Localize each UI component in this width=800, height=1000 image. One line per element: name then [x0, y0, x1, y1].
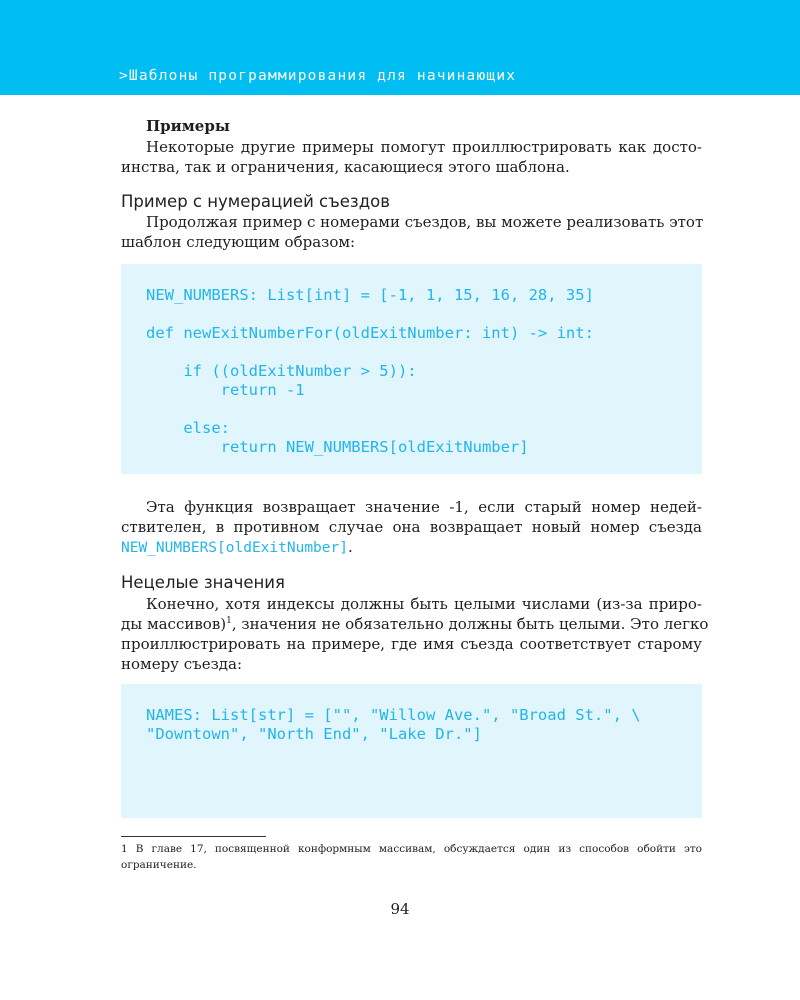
footnote-line: 1 В главе 17, посвященной конформным массивам, обсуждается один из способов обойти это [121, 843, 702, 855]
examples-heading: Примеры [146, 117, 230, 135]
section1-explanation [121, 497, 702, 558]
section1-intro [121, 212, 702, 252]
text-line: номеру съезда: [121, 655, 243, 673]
code-block-names [121, 684, 702, 818]
chapter-header-title: >Шаблоны программирования для начинающих [119, 68, 517, 84]
footnote-marker[interactable]: 1 [226, 616, 232, 626]
text-line: Эта функция возвращает значение -1, если старый номер недей- [146, 498, 702, 516]
text-line: Некоторые другие примеры помогут проиллюстрировать как досто- [146, 138, 702, 156]
code-line: else: [146, 419, 230, 437]
code-line: return NEW_NUMBERS[oldExitNumber] [146, 438, 529, 456]
text-line: ды массивов)$^1$, значения не обязательно должны быть целыми. Это легко [121, 615, 709, 633]
section-heading-exit-numbering: Пример с нумерацией съездов [121, 192, 390, 211]
text-line: проиллюстрировать на примере, где имя съезда соответствует старому [121, 635, 702, 653]
text-line: ствителен, в противном случае она возвращает новый номер съезда [121, 518, 702, 536]
footnote-divider [121, 836, 266, 837]
text-line: NEW_NUMBERS[oldExitNumber]. [121, 538, 353, 556]
code-line: if ((oldExitNumber > 5)): [146, 362, 417, 380]
section-heading-non-integer: Нецелые значения [121, 573, 285, 592]
chapter-header-bar [0, 0, 800, 95]
text-line: инства, так и ограничения, касающиеся этого шаблона. [121, 158, 570, 176]
page-number: 94 [390, 900, 410, 918]
examples-intro [121, 137, 702, 177]
code-line: return -1 [146, 381, 305, 399]
code-line: "Downtown", "North End", "Lake Dr."] [146, 725, 482, 743]
code-block-exit-numbers [121, 264, 702, 474]
inline-code-new-numbers: NEW_NUMBERS[oldExitNumber] [121, 540, 348, 556]
footnote [121, 841, 702, 873]
text-line: Конечно, хотя индексы должны быть целыми числами (из-за приро- [146, 595, 702, 613]
text-line: Продолжая пример с номерами съездов, вы можете реализовать этот [146, 213, 704, 231]
section2-intro [121, 594, 709, 674]
code-line: NEW_NUMBERS: List[int] = [-1, 1, 15, 16, 28, 35] [146, 286, 594, 304]
footnote-line: ограничение. [121, 859, 197, 871]
code-line: NAMES: List[str] = ["", "Willow Ave.", "Broad St.", \ [146, 706, 641, 724]
code-line: def newExitNumberFor(oldExitNumber: int) -> int: [146, 324, 594, 342]
text-line: шаблон следующим образом: [121, 233, 356, 251]
